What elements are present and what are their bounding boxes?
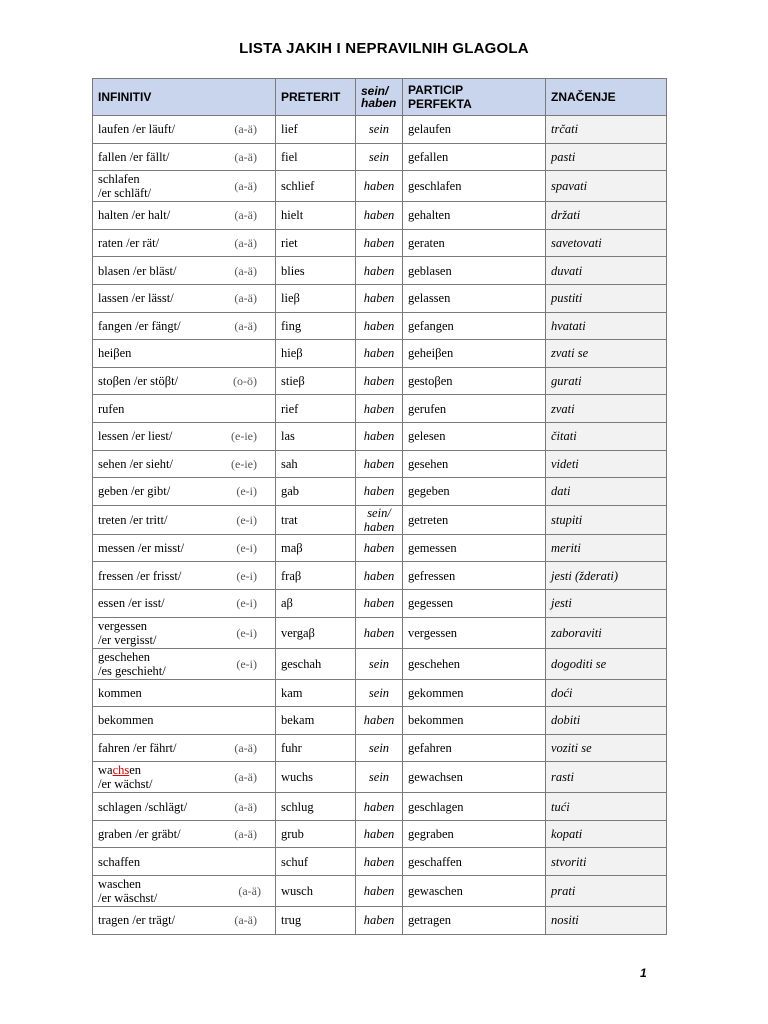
partizip-cell: geraten (403, 229, 546, 257)
vowel-change: (e-i) (236, 541, 257, 556)
infinitiv-text: bekommen (98, 713, 154, 728)
infinitiv-line2: /er wächst/ (98, 777, 153, 792)
auxiliary-cell: haben (356, 589, 403, 617)
infinitiv-cell (93, 707, 276, 735)
auxiliary-cell: sein (356, 143, 403, 171)
meaning-cell: pasti (546, 143, 667, 171)
meaning-cell: stupiti (546, 505, 667, 534)
infinitiv-cell (93, 143, 276, 171)
infinitiv-cell (93, 734, 276, 762)
meaning-cell: stvoriti (546, 848, 667, 876)
table-row (93, 907, 667, 935)
auxiliary-cell: sein (356, 679, 403, 707)
meaning-cell: zvati se (546, 340, 667, 368)
preterit-cell: trat (276, 505, 356, 534)
auxiliary-cell: sein (356, 648, 403, 679)
infinitiv-text: raten /er rät/ (98, 236, 160, 251)
infinitiv-text: blasen /er bläst/ (98, 263, 177, 278)
table-row (93, 734, 667, 762)
partizip-cell: gesehen (403, 450, 546, 478)
auxiliary-cell: haben (356, 707, 403, 735)
infinitiv-cell (93, 876, 276, 907)
infinitiv-text: tragen /er trägt/ (98, 913, 176, 928)
table-row (93, 589, 667, 617)
infinitiv-cell (93, 617, 276, 648)
partizip-cell: getragen (403, 907, 546, 935)
vowel-change: (a-ä) (234, 827, 257, 842)
infinitiv-text: messen /er misst/ (98, 541, 185, 556)
infinitiv-text: heiβen (98, 346, 132, 361)
vowel-change: (e-i) (236, 656, 257, 671)
table-row (93, 116, 667, 144)
infinitiv-text: sehen /er sieht/ (98, 456, 173, 471)
infinitiv-line1: schlafen (98, 172, 140, 187)
meaning-cell: hvatati (546, 312, 667, 340)
auxiliary-cell: sein (356, 762, 403, 793)
meaning-cell: videti (546, 450, 667, 478)
meaning-cell: jesti (546, 589, 667, 617)
vowel-change: (a-ä) (234, 149, 257, 164)
meaning-cell: čitati (546, 422, 667, 450)
vowel-change: (e-i) (236, 512, 257, 527)
meaning-cell: rasti (546, 762, 667, 793)
infinitiv-part: wa (98, 763, 113, 778)
auxiliary-cell: haben (356, 848, 403, 876)
auxiliary-cell: haben (356, 562, 403, 590)
meaning-cell: trčati (546, 116, 667, 144)
table-row (93, 762, 667, 793)
partizip-cell: gegeben (403, 478, 546, 506)
infinitiv-cell (93, 907, 276, 935)
infinitiv-text: lassen /er lässt/ (98, 291, 174, 306)
auxiliary-cell: haben (356, 876, 403, 907)
infinitiv-cell (93, 848, 276, 876)
vowel-change: (a-ä) (234, 122, 257, 137)
meaning-cell: dogoditi se (546, 648, 667, 679)
table-row (93, 534, 667, 562)
preterit-cell: schlug (276, 793, 356, 821)
preterit-cell: trug (276, 907, 356, 935)
partizip-cell: gefressen (403, 562, 546, 590)
partizip-cell: gelassen (403, 284, 546, 312)
preterit-cell: hieβ (276, 340, 356, 368)
vowel-change: (e-i) (236, 625, 257, 640)
table-row (93, 679, 667, 707)
meaning-cell: nositi (546, 907, 667, 935)
infinitiv-text: rufen (98, 401, 125, 416)
meaning-cell: prati (546, 876, 667, 907)
partizip-cell: bekommen (403, 707, 546, 735)
preterit-cell: schuf (276, 848, 356, 876)
auxiliary-cell: haben (356, 534, 403, 562)
preterit-cell: las (276, 422, 356, 450)
infinitiv-cell (93, 562, 276, 590)
header-infinitiv: INFINITIV (93, 79, 276, 116)
infinitiv-cell (93, 116, 276, 144)
infinitiv-highlight: chs (112, 763, 130, 778)
partizip-cell: geschlafen (403, 171, 546, 202)
infinitiv-cell (93, 284, 276, 312)
infinitiv-text: schaffen (98, 854, 141, 869)
preterit-cell: wusch (276, 876, 356, 907)
partizip-cell: gehalten (403, 202, 546, 230)
auxiliary-cell: haben (356, 202, 403, 230)
partizip-cell: gerufen (403, 395, 546, 423)
infinitiv-cell (93, 367, 276, 395)
table-row (93, 229, 667, 257)
partizip-cell: gewaschen (403, 876, 546, 907)
infinitiv-line2: /es geschieht/ (98, 663, 166, 678)
preterit-cell: gab (276, 478, 356, 506)
header-znacenje: ZNAČENJE (546, 79, 667, 116)
infinitiv-text: lessen /er liest/ (98, 429, 173, 444)
infinitiv-cell (93, 312, 276, 340)
infinitiv-line1: waschen (98, 877, 142, 892)
table-row (93, 367, 667, 395)
infinitiv-line2: /er schläft/ (98, 186, 152, 201)
auxiliary-cell: haben (356, 312, 403, 340)
infinitiv-text: essen /er isst/ (98, 596, 165, 611)
partizip-cell: gefahren (403, 734, 546, 762)
infinitiv-text: fressen /er frisst/ (98, 568, 182, 583)
vowel-change: (a-ä) (234, 740, 257, 755)
auxiliary-cell: haben (356, 907, 403, 935)
verb-table (92, 78, 667, 935)
partizip-cell: geschehen (403, 648, 546, 679)
auxiliary-line1: sein/ (367, 505, 391, 520)
auxiliary-cell: haben (356, 617, 403, 648)
infinitiv-line2: /er vergisst/ (98, 632, 157, 647)
infinitiv-text: stoβen /er stöβt/ (98, 374, 179, 389)
meaning-cell: dobiti (546, 707, 667, 735)
vowel-change: (a-ä) (234, 208, 257, 223)
vowel-change: (a-ä) (234, 799, 257, 814)
infinitiv-cell (93, 648, 276, 679)
table-row (93, 171, 667, 202)
meaning-cell: zvati (546, 395, 667, 423)
preterit-cell: fraβ (276, 562, 356, 590)
preterit-cell: aβ (276, 589, 356, 617)
meaning-cell: jesti (žderati) (546, 562, 667, 590)
auxiliary-cell: haben (356, 284, 403, 312)
table-row (93, 202, 667, 230)
vowel-change: (e-i) (236, 484, 257, 499)
partizip-cell: gewachsen (403, 762, 546, 793)
preterit-cell: fuhr (276, 734, 356, 762)
preterit-cell: riet (276, 229, 356, 257)
table-row (93, 820, 667, 848)
infinitiv-cell (93, 478, 276, 506)
preterit-cell: lieβ (276, 284, 356, 312)
infinitiv-cell (93, 340, 276, 368)
table-row (93, 793, 667, 821)
auxiliary-cell (356, 505, 403, 534)
auxiliary-cell: haben (356, 820, 403, 848)
table-row (93, 450, 667, 478)
auxiliary-cell: haben (356, 229, 403, 257)
partizip-cell: gegraben (403, 820, 546, 848)
infinitiv-text: halten /er halt/ (98, 208, 171, 223)
meaning-cell: zaboraviti (546, 617, 667, 648)
infinitiv-cell (93, 505, 276, 534)
header-partizip (403, 79, 546, 116)
vowel-change: (a-ä) (234, 291, 257, 306)
header-partizip-line2: PERFEKTA (408, 97, 472, 111)
partizip-cell: gestoβen (403, 367, 546, 395)
auxiliary-cell: haben (356, 793, 403, 821)
infinitiv-cell (93, 589, 276, 617)
vowel-change: (e-ie) (231, 429, 257, 444)
meaning-cell: dati (546, 478, 667, 506)
infinitiv-cell (93, 679, 276, 707)
preterit-cell: sah (276, 450, 356, 478)
vowel-change: (e-ie) (231, 456, 257, 471)
infinitiv-text: treten /er tritt/ (98, 512, 168, 527)
meaning-cell: doći (546, 679, 667, 707)
partizip-cell: gekommen (403, 679, 546, 707)
infinitiv-text: geben /er gibt/ (98, 484, 171, 499)
infinitiv-cell (93, 793, 276, 821)
infinitiv-line1: vergessen (98, 618, 148, 633)
table-row (93, 648, 667, 679)
partizip-cell: gegessen (403, 589, 546, 617)
preterit-cell: fing (276, 312, 356, 340)
auxiliary-cell: haben (356, 478, 403, 506)
auxiliary-cell: haben (356, 257, 403, 285)
vowel-change: (a-ä) (234, 236, 257, 251)
table-header-row (93, 79, 667, 116)
table-row (93, 478, 667, 506)
table-row (93, 707, 667, 735)
meaning-cell: držati (546, 202, 667, 230)
vowel-change: (e-i) (236, 568, 257, 583)
infinitiv-text: laufen /er läuft/ (98, 122, 176, 137)
table-row (93, 562, 667, 590)
auxiliary-cell: haben (356, 367, 403, 395)
partizip-cell: geschlagen (403, 793, 546, 821)
meaning-cell: kopati (546, 820, 667, 848)
partizip-cell: gelaufen (403, 116, 546, 144)
table-row (93, 340, 667, 368)
auxiliary-cell: sein (356, 734, 403, 762)
partizip-cell: vergessen (403, 617, 546, 648)
meaning-cell: voziti se (546, 734, 667, 762)
preterit-cell: kam (276, 679, 356, 707)
table-row (93, 505, 667, 534)
vowel-change: (a-ä) (234, 179, 257, 194)
preterit-cell: geschah (276, 648, 356, 679)
infinitiv-text: fahren /er fährt/ (98, 740, 177, 755)
preterit-cell: fiel (276, 143, 356, 171)
infinitiv-line2: /er wäschst/ (98, 891, 158, 906)
preterit-cell: stieβ (276, 367, 356, 395)
partizip-cell: gefallen (403, 143, 546, 171)
partizip-cell: geblasen (403, 257, 546, 285)
infinitiv-cell (93, 450, 276, 478)
table-row (93, 395, 667, 423)
header-partizip-line1: PARTICIP (408, 83, 464, 97)
preterit-cell: rief (276, 395, 356, 423)
meaning-cell: spavati (546, 171, 667, 202)
preterit-cell: wuchs (276, 762, 356, 793)
vowel-change: (e-i) (236, 596, 257, 611)
infinitiv-line1: geschehen (98, 649, 151, 664)
table-row (93, 257, 667, 285)
preterit-cell: maβ (276, 534, 356, 562)
table-row (93, 143, 667, 171)
table-row (93, 312, 667, 340)
partizip-cell: getreten (403, 505, 546, 534)
infinitiv-text: kommen (98, 685, 142, 700)
preterit-cell: blies (276, 257, 356, 285)
auxiliary-cell: haben (356, 171, 403, 202)
partizip-cell: gemessen (403, 534, 546, 562)
auxiliary-cell: sein (356, 116, 403, 144)
preterit-cell: lief (276, 116, 356, 144)
auxiliary-line2: haben (363, 519, 395, 534)
partizip-cell: geschaffen (403, 848, 546, 876)
preterit-cell: schlief (276, 171, 356, 202)
infinitiv-cell (93, 171, 276, 202)
infinitiv-text: fallen /er fällt/ (98, 149, 170, 164)
preterit-cell: grub (276, 820, 356, 848)
header-aux-line1: sein/ (361, 84, 389, 98)
infinitiv-cell (93, 395, 276, 423)
infinitiv-cell (93, 229, 276, 257)
vowel-change: (a-ä) (234, 913, 257, 928)
infinitiv-cell (93, 257, 276, 285)
partizip-cell: geheiβen (403, 340, 546, 368)
meaning-cell: savetovati (546, 229, 667, 257)
infinitiv-text: graben /er gräbt/ (98, 827, 181, 842)
vowel-change: (o-ö) (233, 374, 257, 389)
infinitiv-cell (93, 820, 276, 848)
auxiliary-cell: haben (356, 340, 403, 368)
table-row (93, 617, 667, 648)
vowel-change: (a-ä) (238, 884, 261, 899)
auxiliary-cell: haben (356, 395, 403, 423)
auxiliary-cell: haben (356, 450, 403, 478)
infinitiv-cell (93, 202, 276, 230)
meaning-cell: duvati (546, 257, 667, 285)
partizip-cell: gefangen (403, 312, 546, 340)
auxiliary-cell: haben (356, 422, 403, 450)
vowel-change: (a-ä) (234, 770, 257, 785)
meaning-cell: gurati (546, 367, 667, 395)
table-row (93, 848, 667, 876)
header-aux-line2: haben (361, 96, 397, 110)
page-number: 1 (640, 966, 647, 980)
vowel-change: (a-ä) (234, 263, 257, 278)
infinitiv-text: fangen /er fängt/ (98, 318, 181, 333)
header-sein-haben (356, 79, 403, 116)
infinitiv-part: en (129, 763, 142, 778)
infinitiv-text: schlagen /schlägt/ (98, 799, 188, 814)
table-row (93, 422, 667, 450)
preterit-cell: hielt (276, 202, 356, 230)
infinitiv-line1 (98, 763, 141, 777)
infinitiv-cell (93, 422, 276, 450)
infinitiv-cell (93, 534, 276, 562)
preterit-cell: bekam (276, 707, 356, 735)
vowel-change: (a-ä) (234, 318, 257, 333)
preterit-cell: vergaβ (276, 617, 356, 648)
meaning-cell: meriti (546, 534, 667, 562)
table-row (93, 284, 667, 312)
page-title: LISTA JAKIH I NEPRAVILNIH GLAGOLA (239, 40, 529, 57)
verb-table-body (93, 116, 667, 935)
meaning-cell: tući (546, 793, 667, 821)
partizip-cell: gelesen (403, 422, 546, 450)
table-row (93, 876, 667, 907)
header-preterit: PRETERIT (276, 79, 356, 116)
infinitiv-cell (93, 762, 276, 793)
meaning-cell: pustiti (546, 284, 667, 312)
